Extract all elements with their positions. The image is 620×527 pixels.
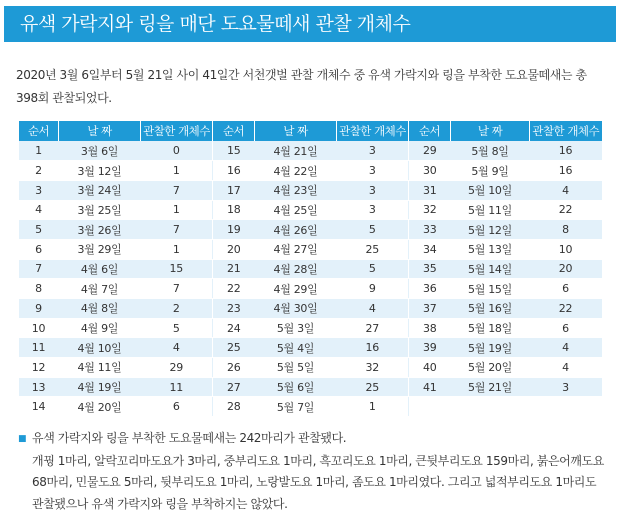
intro-paragraph: 2020년 3월 6일부터 5월 21일 사이 41일간 서천갯벌 관찰 개체수 중 유색 가락지와 링을 부착한 도요물떼새는 총 398회 관찰되었다. [16,68,587,105]
table-header-cell: 날 짜 [59,121,141,141]
table-cell: 3 [530,377,602,397]
table-row [19,397,602,417]
table-row [19,141,602,161]
table-cell: 35 [409,259,451,279]
table-cell: 3월 26일 [59,220,141,240]
table-cell: 11 [141,377,213,397]
table-cell: 15 [141,259,213,279]
table-cell: 5월 9일 [451,161,530,181]
table-cell: 8 [530,220,602,240]
table-cell: 10 [19,318,59,338]
table-cell: 5월 15일 [451,279,530,299]
table-cell: 1 [141,161,213,181]
table-cell: 30 [409,161,451,181]
table-row [19,200,602,220]
table-row [19,279,602,299]
table-cell: 41 [409,377,451,397]
table-cell [409,397,451,417]
table-cell: 12 [19,358,59,378]
table-cell: 3월 29일 [59,239,141,259]
table-row [19,161,602,181]
table-cell: 7 [141,220,213,240]
table-header-cell: 관찰한 개체수 [337,121,409,141]
table-cell: 4 [530,180,602,200]
table-cell [451,397,530,417]
table-cell: 5 [337,220,409,240]
table-cell: 5월 18일 [451,318,530,338]
table-cell: 4월 8일 [59,299,141,319]
table-cell: 4월 7일 [59,279,141,299]
table-cell: 34 [409,239,451,259]
table-cell: 4월 11일 [59,358,141,378]
table-cell: 9 [337,279,409,299]
table-cell: 19 [213,220,255,240]
table-row [19,180,602,200]
table-cell: 16 [337,338,409,358]
table-cell: 5월 12일 [451,220,530,240]
table-header-cell: 관찰한 개체수 [530,121,602,141]
table-row [19,318,602,338]
table-cell: 40 [409,358,451,378]
table-cell: 6 [19,239,59,259]
table-cell: 22 [213,279,255,299]
table-cell: 31 [409,180,451,200]
table-cell: 39 [409,338,451,358]
table-cell: 4 [530,358,602,378]
table-cell: 32 [409,200,451,220]
table-cell: 5월 10일 [451,180,530,200]
table-cell: 1 [141,239,213,259]
table-cell: 5월 11일 [451,200,530,220]
table-cell: 38 [409,318,451,338]
table-cell: 4월 29일 [255,279,337,299]
table-cell: 22 [530,200,602,220]
table-cell: 16 [530,141,602,161]
table-cell: 3월 6일 [59,141,141,161]
table-body [19,141,602,417]
table-cell: 4월 9일 [59,318,141,338]
table-cell: 4 [19,200,59,220]
table-cell: 18 [213,200,255,220]
table-cell: 4월 23일 [255,180,337,200]
table-cell: 33 [409,220,451,240]
table-cell: 8 [19,279,59,299]
table-cell: 7 [141,180,213,200]
table-cell: 24 [213,318,255,338]
table-cell: 3월 12일 [59,161,141,181]
table-cell: 2 [141,299,213,319]
table-cell: 23 [213,299,255,319]
table-header-cell: 순서 [19,121,59,141]
table-cell: 4월 22일 [255,161,337,181]
table-cell: 1 [19,141,59,161]
table-cell: 26 [213,358,255,378]
table-cell: 5월 3일 [255,318,337,338]
table-cell: 25 [337,239,409,259]
table-cell: 4 [141,338,213,358]
table-row [19,299,602,319]
observation-table [18,121,602,417]
table-cell: 5월 21일 [451,377,530,397]
table-cell: 32 [337,358,409,378]
table-cell: 28 [213,397,255,417]
table-cell: 22 [530,299,602,319]
table-cell: 5월 14일 [451,259,530,279]
table-cell: 6 [141,397,213,417]
table-cell: 13 [19,377,59,397]
table-cell: 3 [337,180,409,200]
notes-section [18,428,608,515]
table-cell: 1 [337,397,409,417]
table-cell: 4월 27일 [255,239,337,259]
table-cell: 3월 25일 [59,200,141,220]
table-header-cell: 순서 [213,121,255,141]
table-header-cell: 관찰한 개체수 [141,121,213,141]
table-header-cell: 날 짜 [451,121,530,141]
table-cell: 5 [141,318,213,338]
table-cell: 0 [141,141,213,161]
table-row [19,220,602,240]
table-cell: 5월 20일 [451,358,530,378]
table-cell: 36 [409,279,451,299]
table-cell: 4 [337,299,409,319]
table-cell: 6 [530,318,602,338]
notes-detail: 개꿩 1마리, 알락꼬리마도요가 3마리, 중부리도요 1마리, 흑꼬리도요 1마리, 큰뒷부리도요 159마리, 붉은어깨도요 68마리, 민물도요 5마리, 뒷부리도요 1마리, 노랑발도요 1마리, 좀도요 1마리였다. 그리고 넓적부리도요 1마리도 관찰됐으나 유색 가락지와 링을 부착하지는 않았다. [32,453,604,511]
table-cell: 11 [19,338,59,358]
table-row [19,377,602,397]
table-cell: 21 [213,259,255,279]
page-title: 유색 가락지와 링을 매단 도요물떼새 관찰 개체수 [4,6,616,42]
table-cell: 15 [213,141,255,161]
table-cell: 3월 24일 [59,180,141,200]
table-cell: 5월 16일 [451,299,530,319]
table-row [19,239,602,259]
table-cell: 4월 20일 [59,397,141,417]
notes-summary [18,428,608,451]
notes-summary-text: 유색 가락지와 링을 부착한 도요물떼새는 242마리가 관찰됐다. [32,431,347,445]
table-cell: 1 [141,200,213,220]
table-cell: 27 [337,318,409,338]
table-cell: 14 [19,397,59,417]
table-cell: 9 [19,299,59,319]
table-cell: 5 [337,259,409,279]
table-cell: 5월 5일 [255,358,337,378]
table-cell: 17 [213,180,255,200]
table-row [19,358,602,378]
table-cell: 4월 6일 [59,259,141,279]
table-cell: 3 [337,200,409,220]
table-cell: 4 [530,338,602,358]
table-cell: 5월 6일 [255,377,337,397]
table-cell: 4월 19일 [59,377,141,397]
table-cell: 2 [19,161,59,181]
table-cell: 10 [530,239,602,259]
table-cell: 7 [141,279,213,299]
table-cell: 25 [213,338,255,358]
table-cell: 5월 8일 [451,141,530,161]
table-row [19,338,602,358]
table-cell [530,397,602,417]
table-cell: 4월 30일 [255,299,337,319]
table-cell: 29 [141,358,213,378]
table-cell: 3 [337,141,409,161]
table-cell: 3 [19,180,59,200]
table-row [19,259,602,279]
table-cell: 4월 28일 [255,259,337,279]
table-cell: 4월 26일 [255,220,337,240]
table-cell: 7 [19,259,59,279]
table-cell: 4월 21일 [255,141,337,161]
table-header-row [19,121,602,141]
table-cell: 4월 10일 [59,338,141,358]
table-cell: 5월 13일 [451,239,530,259]
table-cell: 27 [213,377,255,397]
table-header-cell: 순서 [409,121,451,141]
table-cell: 5월 7일 [255,397,337,417]
table-cell: 5 [19,220,59,240]
table-cell: 5월 19일 [451,338,530,358]
table-cell: 5월 4일 [255,338,337,358]
table-cell: 20 [530,259,602,279]
table-header-cell: 날 짜 [255,121,337,141]
table-cell: 4월 25일 [255,200,337,220]
table-cell: 6 [530,279,602,299]
square-bullet-icon: ■ [18,434,27,444]
table-cell: 3 [337,161,409,181]
table-cell: 16 [213,161,255,181]
table-cell: 37 [409,299,451,319]
table-cell: 20 [213,239,255,259]
table-cell: 16 [530,161,602,181]
table-cell: 29 [409,141,451,161]
table-cell: 25 [337,377,409,397]
